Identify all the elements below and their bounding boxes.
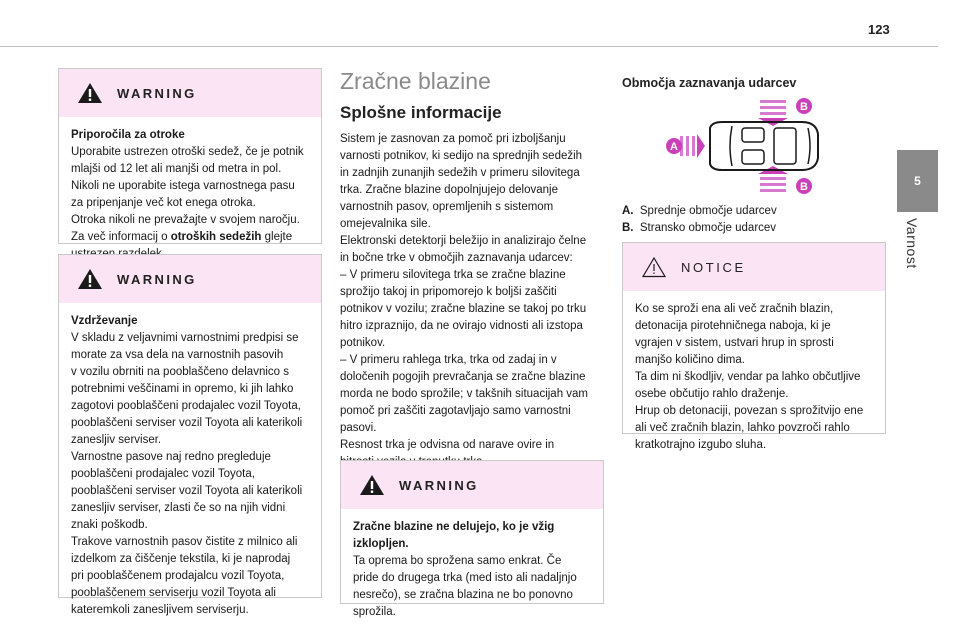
impact-zones-diagram [662, 94, 822, 198]
warning-box-ignition [340, 460, 604, 618]
warning-header [59, 69, 321, 117]
warning-box-child-recommendations [58, 68, 322, 244]
marker-b-top-label: B [800, 101, 808, 113]
text-line: Ta dim ni škodljiv, vendar pa lahko občutljive [635, 371, 861, 383]
text-line: nesrečo), se zračna blazina ne bo ponovno [353, 589, 573, 601]
text-fragment: Za več informacij o [71, 231, 171, 243]
text-line: potnikov. [340, 337, 386, 349]
text-line: v vozilu obrniti na pooblaščeno delavnico s [71, 366, 289, 378]
text-line: Uporabite ustrezen otroški sedež, če je potnik [71, 146, 304, 158]
impact-zones-title: Območja zaznavanja udarcev [622, 76, 797, 90]
chapter-title: Varnost [904, 218, 920, 269]
text-line: zanesljiv serviser. [71, 434, 162, 446]
text-line: sprožijo takoj in pripomorejo k boljši zaščiti [340, 286, 557, 298]
warning-body [341, 509, 603, 631]
text-line: detonacija pirotehničnega naboja, ki je [635, 320, 831, 332]
legend-text: Sprednje območje udarcev [639, 205, 777, 217]
text-line: Ko se sproži ena ali več zračnih blazin, [635, 303, 834, 315]
legend-item [622, 220, 886, 237]
text-line: Trakove varnostnih pasov čistite z milnico ali [71, 536, 298, 548]
text-line: pooblaščeni serviser vozil Toyota ali katerikoli [71, 485, 303, 497]
warning-header [341, 461, 603, 509]
warning-header [59, 255, 321, 303]
section-body [340, 131, 604, 471]
text-line: kratkotrajno izgubo sluha. [635, 439, 767, 451]
warning-body [59, 303, 321, 629]
legend-text: Stransko območje udarcev [639, 222, 777, 234]
text-line-bold: izklopljen. [353, 538, 409, 550]
car-outline [710, 122, 818, 170]
text-line: zagotovi pooblaščeni prodajalec vozil Toyota, [71, 400, 301, 412]
text-line: Otroka nikoli ne prevažajte v svojem naročju. [71, 214, 300, 226]
text-line: Nikoli ne uporabite istega varnostnega pasu [71, 180, 295, 192]
text-line: Hrup ob detonaciji, povezan s sprožitvijo ene [635, 405, 864, 417]
text-line: ali več zračnih blazin, lahko povzroči rahlo [635, 422, 850, 434]
text-line: Resnost trka je odvisna od narave ovire in [340, 439, 555, 451]
warning-label: WARNING [117, 85, 197, 101]
warning-subtitle: Priporočila za otroke [71, 129, 185, 141]
section-title: Zračne blazine [340, 68, 491, 94]
text-line: in bočne trke v območjih zaznavanja udarcev: [340, 252, 573, 264]
section-subtitle: Splošne informacije [340, 103, 502, 122]
chapter-tab[interactable] [897, 150, 938, 212]
marker-a-label: A [670, 141, 678, 153]
header-divider [0, 46, 938, 47]
text-line: morda ne bodo sprožile; v takšnih situacijah vam [340, 388, 589, 400]
text-line: trka. Zračne blazine dopolnjujejo delovanje [340, 184, 559, 196]
text-line: pride do drugega trka (med isto ali nadaljnjo [353, 572, 577, 584]
text-line: pooblaščeni serviser vozil Toyota ali katerikoli [71, 417, 303, 429]
text-line: Ta oprema bo sprožena samo enkrat. Če [353, 555, 562, 567]
text-line: pooblaščenem serviserju vozil Toyota ali [71, 587, 276, 599]
child-seats-reference: otroških sedežih [170, 231, 262, 243]
text-fragment: glejte [261, 231, 293, 243]
text-line: mlajši od 12 let ali manjši od metra in pol. [71, 163, 282, 175]
text-line: omejevalnika sile. [340, 218, 431, 230]
warning-label: WARNING [117, 271, 197, 287]
text-line: znaki poškodb. [71, 519, 148, 531]
text-line: pri pooblaščenem prodajalcu vozil Toyota, [71, 570, 285, 582]
notice-body [623, 291, 885, 464]
notice-box [622, 242, 886, 451]
front-impact-arrow [680, 134, 705, 158]
text-line: vgrajen v sistem, ustvari hrup in sprosti [635, 337, 834, 349]
legend-key: B. [622, 222, 634, 234]
text-line: pomoč pri zaščiti zagotavljajo samo varnostni [340, 405, 571, 417]
text-line: morate za vsa dela na varnostnih pasovih [71, 349, 284, 361]
text-line: V skladu z veljavnimi varnostnimi predpisi se [71, 332, 299, 344]
text-line: zanesljiv serviser, zlasti če so na njih vidni [71, 502, 286, 514]
text-line: kateremkoli zanesljivem serviserju. [71, 604, 249, 616]
text-line: sprožila. [353, 606, 396, 618]
legend-item [622, 203, 886, 220]
warning-subtitle: Vzdrževanje [71, 315, 138, 327]
text-line: določenih pogojih prevračanja se zračne blazine [340, 371, 586, 383]
warning-box-maintenance [58, 254, 322, 616]
zones-legend [622, 203, 886, 237]
text-line: pooblaščeni prodajalec vozil Toyota, [71, 468, 255, 480]
text-line: manjšo količino dima. [635, 354, 745, 366]
page-number: 123 [868, 22, 890, 37]
text-line: Elektronski detektorji beležijo in analizirajo čelne [340, 235, 587, 247]
warning-triangle-icon [359, 474, 385, 496]
warning-triangle-icon [77, 268, 103, 290]
text-line: osebe občutijo rahlo draženje. [635, 388, 789, 400]
text-line: izdelkom za čiščenje tekstila, ki je naprodaj [71, 553, 291, 565]
legend-key: A. [622, 205, 634, 217]
warning-label: WARNING [399, 477, 479, 493]
text-line: Sistem je zasnovan za pomoč pri izboljšanju [340, 133, 566, 145]
text-line: in zadnjih zunanjih sedežih v primeru silovitega [340, 167, 580, 179]
text-line: za pripenjanje več kot enega otroka. [71, 197, 256, 209]
marker-b-bottom-label: B [800, 181, 808, 193]
airbags-section [340, 68, 604, 471]
text-line-with-link [71, 229, 311, 246]
text-line: varnosti potnikov, ki sedijo na sprednjih sedežih [340, 150, 583, 162]
chapter-number: 5 [914, 174, 921, 188]
text-line: varnostnih pasov, opremljenih s sistemom [340, 201, 554, 213]
text-line: – V primeru rahlega trka, trka od zadaj in v [340, 354, 557, 366]
notice-label: NOTICE [681, 259, 746, 275]
text-line: – V primeru silovitega trka se zračne blazine [340, 269, 566, 281]
notice-header [623, 243, 885, 291]
notice-triangle-icon [641, 256, 667, 278]
impact-zones-section [622, 76, 886, 90]
text-line: pasovi. [340, 422, 377, 434]
text-line: hitro izpraznijo, da ne ovirajo vidnosti ali izstopa [340, 320, 583, 332]
text-line: potnikov v vozilu; zračne blazine se takoj po trku [340, 303, 587, 315]
warning-triangle-icon [77, 82, 103, 104]
warning-body [59, 117, 321, 273]
text-line: Varnostne pasove naj redno pregleduje [71, 451, 271, 463]
text-line-bold: Zračne blazine ne delujejo, ko je vžig [353, 521, 555, 533]
text-line: potrebnimi veščinami in opremo, ki jih lahko [71, 383, 294, 395]
